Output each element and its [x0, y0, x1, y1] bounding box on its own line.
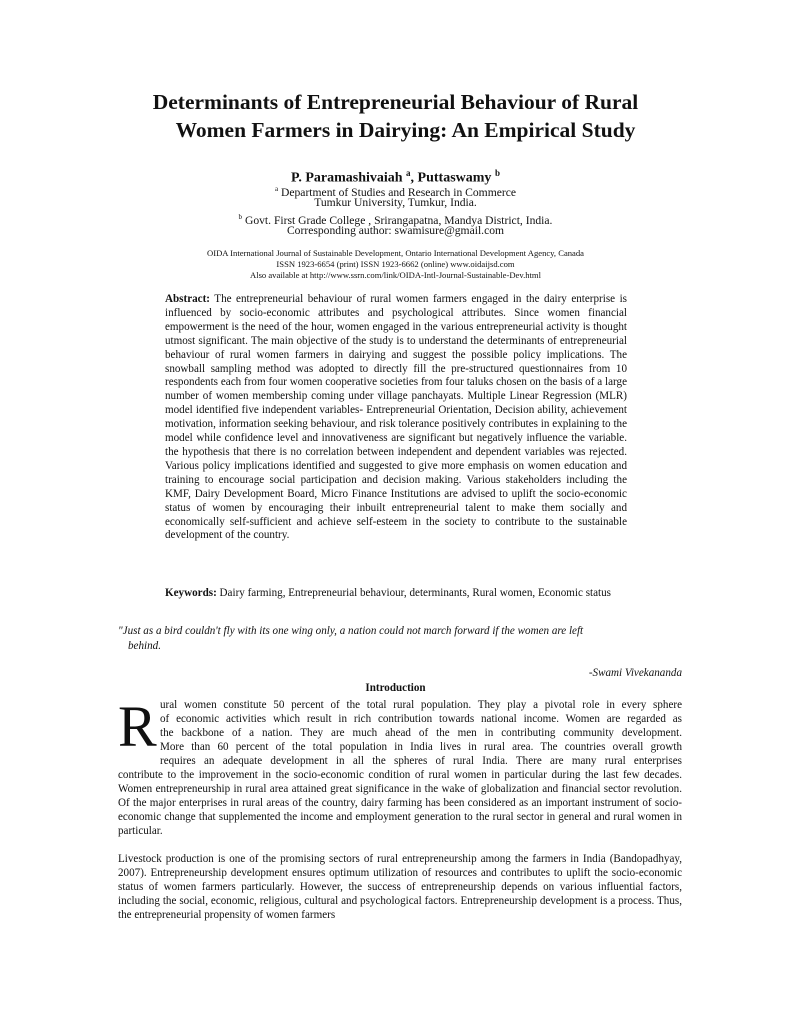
introduction-paragraph-2: Livestock production is one of the promising sectors of rural entrepreneurship among the farmers in India (Bandopadhyay, 2007). Entrepreneurship development ensures optimum utilization of resources and contributes to uplift the socio-economic status of women farmers particularly. However, the success of entrepreneurship depends on various influential factors, including the social, economic, religious, cultural and psychological factors. Entrepreneurship development is a process. Thus, the entrepreneurial propensity of women farmers — [118, 853, 682, 921]
intro-line-3: the backbone of a nation. They are much ahead of the men in contributing community development. — [160, 727, 682, 739]
intro-line-5: requires an adequate development in all the spheres of rural India. There are many rural enterprises — [160, 755, 682, 767]
journal-line-1: OIDA International Journal of Sustainable Development, Ontario International Development Agency, Canada — [207, 248, 584, 258]
intro-rest: contribute to the improvement in the socio-economic condition of rural women in particular during the last few decades. Women entrepreneurship in rural area attained great significance in the wake of globalization and financial sector revolution. Of the major enterprises in rural areas of the country, dairy farming has been considered as an important instrument of socio-economic change that supplemented the income and employment generation to the rural sector in general and rural women in particular. — [118, 769, 682, 837]
abstract-label: Abstract: — [165, 293, 210, 305]
affiliation-a-line2: Tumkur University, Tumkur, India. — [314, 196, 477, 209]
affil-b-sup: b — [238, 213, 243, 221]
section-heading-introduction: Introduction — [365, 682, 426, 694]
journal-line-3: Also available at http://www.ssrn.com/link/OIDA-Intl-Journal-Sustainable-Dev.html — [249, 270, 542, 280]
corresponding-author: Corresponding author: swamisure@gmail.com — [286, 224, 505, 237]
author-1-sup: a — [406, 168, 411, 178]
affil-b-text: Govt. First Grade College , Srirangapatna, Mandya District, India. — [244, 213, 553, 227]
author-2-sup: b — [494, 168, 500, 178]
drop-cap: R — [118, 694, 157, 759]
intro-line-4: More than 60 percent of the total population in India lives in rural area. The countries overall growth — [160, 741, 682, 753]
quote-line-1: "Just as a bird couldn't fly with its one wing only, a nation could not march forward if the women are left — [118, 625, 584, 637]
quote-line-2: behind. — [128, 639, 161, 652]
affil-a-sup: a — [274, 185, 279, 193]
author-2: Puttaswamy — [417, 170, 492, 186]
epigraph-quote — [118, 624, 678, 653]
abstract — [165, 293, 627, 543]
keywords-label: Keywords: — [165, 587, 217, 599]
quote-author: -Swami Vivekananda — [588, 667, 682, 679]
keywords — [165, 587, 627, 601]
intro-line-1: ural women constitute 50 percent of the total rural population. They play a pivotal role in every sphere — [160, 699, 682, 711]
keywords-text: Dairy farming, Entrepreneurial behaviour, determinants, Rural women, Economic status — [219, 587, 611, 599]
introduction-paragraph-1 — [118, 694, 682, 838]
title-line-2: Women Farmers in Dairying: An Empirical Study — [175, 118, 636, 142]
title-line-1: Determinants of Entrepreneurial Behaviour of Rural — [152, 90, 639, 114]
journal-line-2: ISSN 1923-6654 (print) ISSN 1923-6662 (online) www.oidaijsd.com — [276, 259, 515, 269]
authors-line: P. Paramashivaiah $^a$, Puttaswamy $^b$ — [291, 168, 500, 186]
affil-a-text: Department of Studies and Research in Commerce — [280, 185, 517, 199]
author-1: P. Paramashivaiah — [291, 170, 403, 186]
abstract-text: The entrepreneurial behaviour of rural women farmers engaged in the dairy enterprise is influenced by socio-economic attributes and psychological attributes. Since women financial empowerment is the need of the hour, women engaged in the various entrepreneurial activity is thought utmost significant. The main objective of the study is to understand the determinants of entrepreneurial behaviour of rural women farmers in dairying and suggest the possible policy implications. The snowball sampling method was adopted to directly fill the pre-structured questionnaires from 10 respondents each from four women cooperative societies from four taluks chosen on the basis of a large number of women membership coming under village panchayats. Multiple Linear Regression (MLR) model identified five independent variables- Entrepreneurial Orientation, Decision ability, achievement motivation, information seeking behaviour, and risk tolerance positively contributes in explaining to the model while confidence level and innovativeness are significant but negatively influence the variable. the hypothesis that there is no correlation between independent and dependent variables was rejected. Various policy implications identified and suggested to give more emphasis on women education and training to encourage social participation and decision making. Various stakeholders including the KMF, Dairy Development Board, Micro Finance Institutions are advised to uplift the socio-economic status of women by encouraging their inbuilt entrepreneurial talent to make them socially and economically self-sufficient and achieve self-esteem in the society to contribute to the sustainable development of the country. — [165, 293, 627, 542]
paper-title — [100, 88, 691, 144]
intro-line-2: of economic activities which result in rich contribution towards national income. Women are regarded as — [160, 713, 682, 725]
